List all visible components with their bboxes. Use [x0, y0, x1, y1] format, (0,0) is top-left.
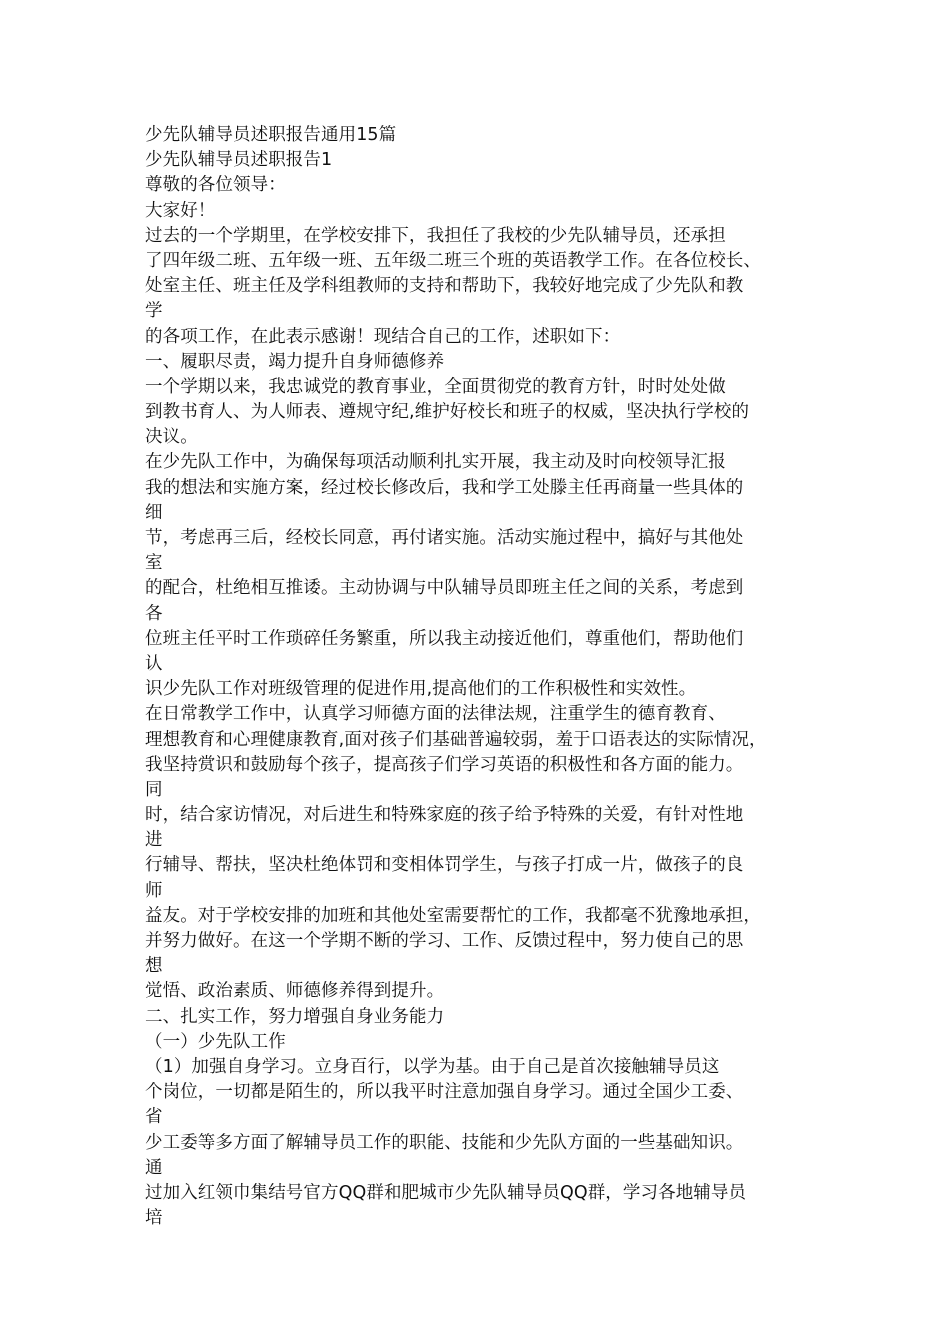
text-line: 学 — [145, 301, 163, 322]
section-heading: 少先队辅导员述职报告1 — [145, 150, 333, 171]
text-line: 在少先队工作中，为确保每项活动顺利扎实开展，我主动及时向校领导汇报 — [145, 452, 726, 473]
subsection-heading: （一）少先队工作 — [145, 1031, 286, 1052]
text-line: 了四年级二班、五年级一班、五年级二班三个班的英语教学工作。在各位校长、 — [145, 250, 761, 271]
text-line: 时，结合家访情况，对后进生和特殊家庭的孩子给予特殊的关爱，有针对性地 — [145, 805, 744, 826]
text-line: 同 — [145, 779, 163, 800]
text-line: 师 — [145, 880, 163, 901]
greeting: 大家好！ — [145, 200, 216, 221]
text-line: 进 — [145, 830, 163, 851]
text-line: 在日常教学工作中，认真学习师德方面的法律法规，注重学生的德育教育、 — [145, 704, 726, 725]
text-line: 认 — [145, 653, 163, 674]
text-line: 各 — [145, 603, 163, 624]
text-line: 识少先队工作对班级管理的促进作用,提高他们的工作积极性和实效性。 — [145, 679, 697, 700]
text-line: 到教书育人、为人师表、遵规守纪,维护好校长和班子的权威，坚决执行学校的 — [145, 402, 750, 423]
text-line: 过去的一个学期里，在学校安排下，我担任了我校的少先队辅导员，还承担 — [145, 225, 726, 246]
text-line: 理想教育和心理健康教育,面对孩子们基础普遍较弱，羞于口语表达的实际情况， — [145, 729, 767, 750]
text-line: 觉悟、政治素质、师德修养得到提升。 — [145, 981, 445, 1002]
text-line: 益友。对于学校安排的加班和其他处室需要帮忙的工作，我都毫不犹豫地承担， — [145, 905, 761, 926]
text-line: 位班主任平时工作琐碎任务繁重，所以我主动接近他们，尊重他们，帮助他们 — [145, 628, 744, 649]
text-line: 决议。 — [145, 427, 198, 448]
document-title: 少先队辅导员述职报告通用15篇 — [145, 125, 397, 145]
document-body — [145, 123, 815, 1231]
text-line: 我的想法和实施方案，经过校长修改后，我和学工处滕主任再商量一些具体的 — [145, 477, 744, 498]
text-line: 我坚持赏识和鼓励每个孩子，提高孩子们学习英语的积极性和各方面的能力。 — [145, 754, 744, 775]
section-heading: 二、扎实工作，努力增强自身业务能力 — [145, 1006, 445, 1027]
text-line: 细 — [145, 502, 163, 523]
text-line: 处室主任、班主任及学科组教师的支持和帮助下，我较好地完成了少先队和教 — [145, 276, 744, 297]
text-line: 省 — [145, 1107, 163, 1128]
text-line: 一个学期以来，我忠诚党的教育事业，全面贯彻党的教育方针，时时处处做 — [145, 376, 726, 397]
section-heading: 一、履职尽责，竭力提升自身师德修养 — [145, 351, 445, 372]
text-line: 少工委等多方面了解辅导员工作的职能、技能和少先队方面的一些基础知识。 — [145, 1132, 744, 1153]
text-line: 个岗位，一切都是陌生的，所以我平时注意加强自身学习。通过全国少工委、 — [145, 1082, 744, 1103]
text-line: 并努力做好。在这一个学期不断的学习、工作、反馈过程中，努力使自己的思 — [145, 931, 744, 951]
text-line: （1）加强自身学习。立身百行，以学为基。由于自己是首次接触辅导员这 — [145, 1056, 720, 1077]
salutation: 尊敬的各位领导： — [145, 175, 286, 196]
text-line: 节，考虑再三后，经校长同意，再付诸实施。活动实施过程中，搞好与其他处 — [145, 528, 744, 548]
text-line: 行辅导、帮扶，坚决杜绝体罚和变相体罚学生，与孩子打成一片，做孩子的良 — [145, 855, 744, 876]
text-line: 过加入红领巾集结号官方QQ群和肥城市少先队辅导员QQ群，学习各地辅导员 — [145, 1182, 747, 1203]
text-line: 的各项工作，在此表示感谢！现结合自己的工作，述职如下： — [145, 326, 621, 347]
text-line: 想 — [145, 956, 163, 977]
text-line: 室 — [145, 553, 163, 574]
text-line: 的配合，杜绝相互推诿。主动协调与中队辅导员即班主任之间的关系，考虑到 — [145, 578, 744, 599]
text-line: 培 — [145, 1208, 163, 1229]
text-line: 通 — [145, 1157, 163, 1178]
